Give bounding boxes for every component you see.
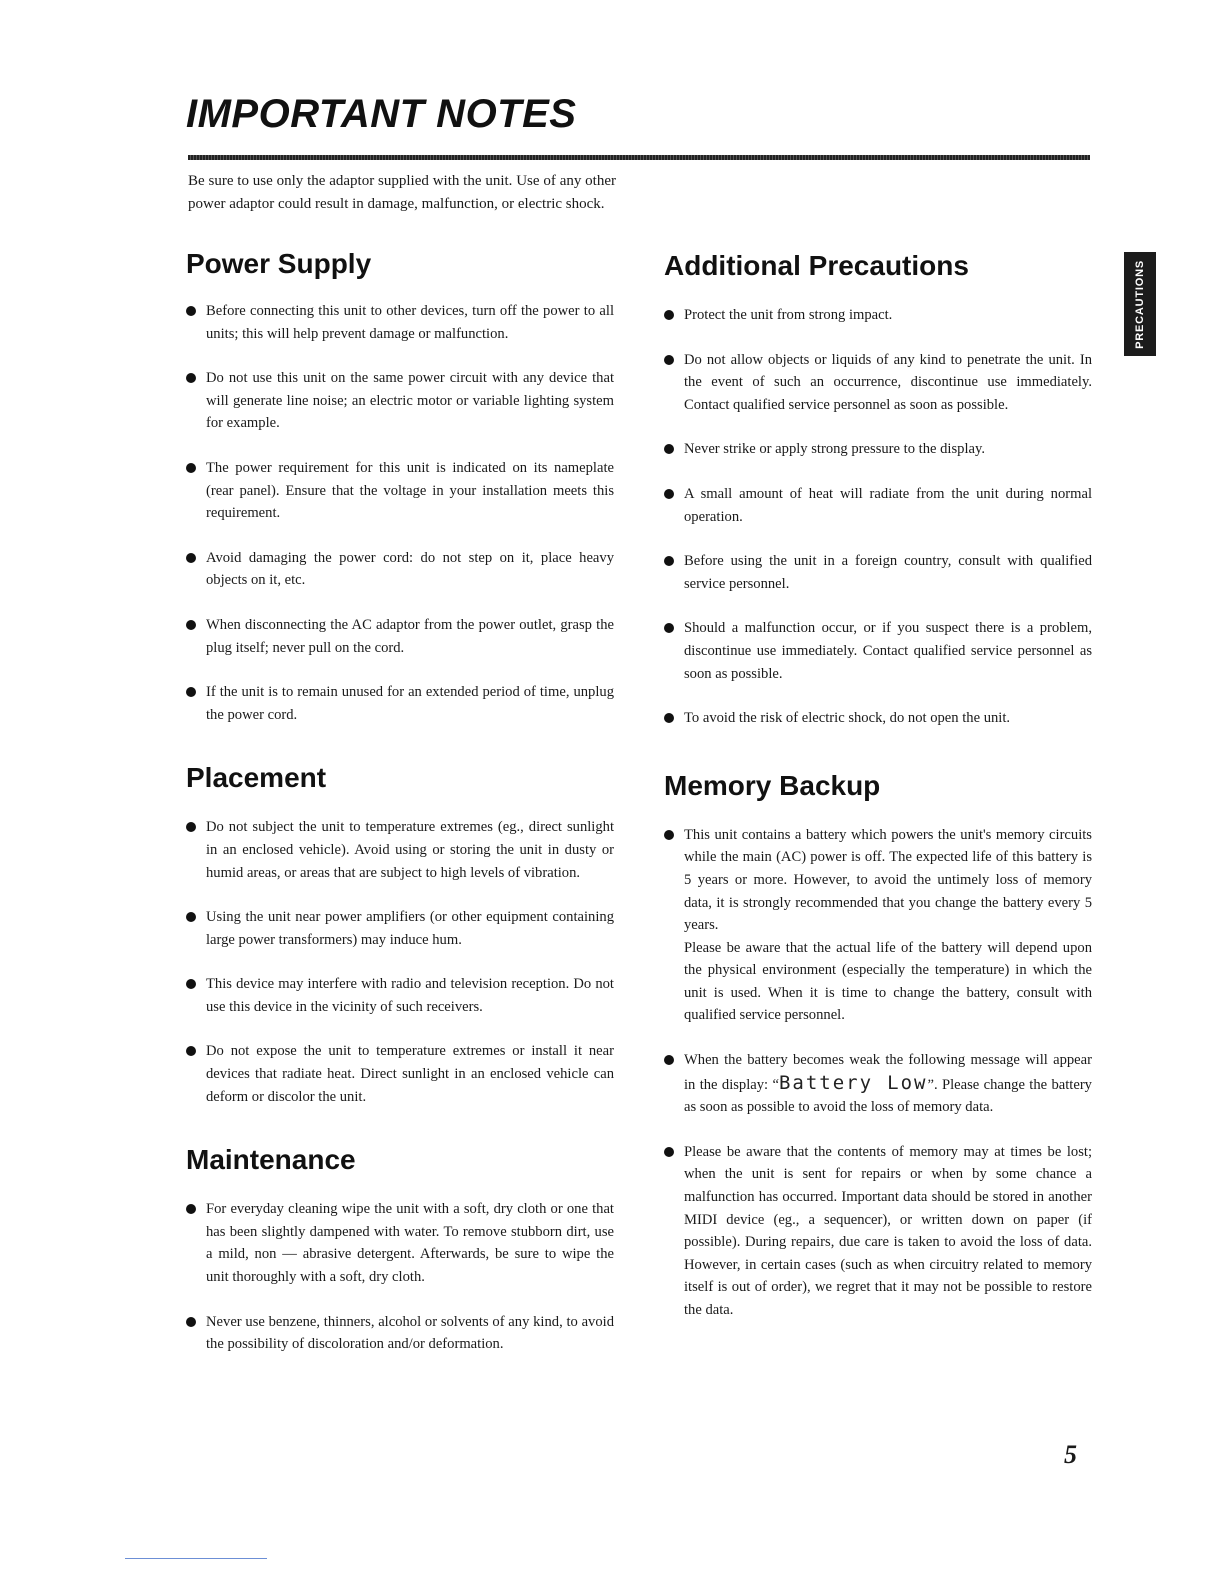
list-item: When disconnecting the AC adaptor from the power outlet, grasp the plug itself; never pull on the cord.	[186, 614, 614, 659]
bullet-icon	[186, 1317, 196, 1327]
list-item: Do not expose the unit to temperature extremes or install it near devices that radiate heat. Direct sunlight in an enclosed vehicle can deform or discolor the unit.	[186, 1040, 614, 1108]
list-item: Do not use this unit on the same power circuit with any device that will generate line noise; an electric motor or variable lighting system for example.	[186, 367, 614, 435]
bullet-icon	[186, 687, 196, 697]
bullet-icon	[664, 1147, 674, 1157]
battery-message-prefix: When the battery becomes weak the following message will appear in the display: “	[684, 1052, 1092, 1093]
list-item: Avoid damaging the power cord: do not step on it, place heavy objects on it, etc.	[186, 547, 614, 592]
list-item: Before using the unit in a foreign country, consult with qualified service personnel.	[664, 550, 1092, 595]
bullet-icon	[186, 373, 196, 383]
list-item: Should a malfunction occur, or if you suspect there is a problem, discontinue use immediately. Contact qualified service personnel as soon as possible.	[664, 617, 1092, 685]
bullet-icon	[664, 310, 674, 320]
left-column	[186, 248, 614, 1356]
list-item: Never use benzene, thinners, alcohol or solvents of any kind, to avoid the possibility of discoloration and/or deformation.	[186, 1311, 614, 1356]
bullet-icon	[664, 713, 674, 723]
list-item: Using the unit near power amplifiers (or other equipment containing large power transformers) may induce hum.	[186, 906, 614, 951]
list-item: This unit contains a battery which powers the unit's memory circuits while the main (AC) power is off. The expected life of this battery is 5 years or more. However, to avoid the untimely loss of memory data, it is strongly recommended that you change the battery every 5 years. Please be aware that the actual life of the battery will depend upon the physical environment (especially the temperature) in which the unit is used. When it is time to change the battery, consult with qualified service personnel.	[664, 824, 1092, 1027]
list-item: A small amount of heat will radiate from the unit during normal operation.	[664, 483, 1092, 528]
bullet-icon	[186, 912, 196, 922]
list-item: The power requirement for this unit is indicated on its nameplate (rear panel). Ensure that the voltage in your installation meets this requirement.	[186, 457, 614, 525]
list-item: To avoid the risk of electric shock, do not open the unit.	[664, 707, 1092, 730]
bullet-icon	[186, 553, 196, 563]
bullet-icon	[186, 979, 196, 989]
power-supply-section	[186, 248, 614, 726]
bullet-icon	[664, 1055, 674, 1065]
list-item: Do not subject the unit to temperature extremes (eg., direct sunlight in an enclosed vehicle). Avoid using or storing the unit in dusty or humid areas, or areas that are subject to high levels of vibration.	[186, 816, 614, 884]
memory-backup-heading: Memory Backup	[664, 769, 881, 801]
placement-heading: Placement	[186, 762, 327, 794]
list-item: Before connecting this unit to other devices, turn off the power to all units; this will help prevent damage or malfunction.	[186, 300, 614, 345]
additional-precautions-list	[664, 304, 1092, 730]
placement-section	[186, 762, 614, 1108]
list-item	[664, 1049, 1092, 1119]
list-item: This device may interfere with radio and television reception. Do not use this device in the vicinity of such receivers.	[186, 973, 614, 1018]
bullet-icon	[664, 489, 674, 499]
bullet-icon	[664, 556, 674, 566]
page-title: IMPORTANT NOTES	[186, 92, 577, 136]
footer-rule	[125, 1558, 267, 1559]
bullet-icon	[186, 463, 196, 473]
bullet-icon	[186, 1046, 196, 1056]
lcd-display-message: Battery Low	[778, 1071, 928, 1094]
bullet-icon	[664, 355, 674, 365]
power-supply-heading: Power Supply	[186, 248, 372, 279]
right-column	[664, 250, 1092, 1322]
list-item: Do not allow objects or liquids of any kind to penetrate the unit. In the event of such an occurrence, discontinue use immediately. Contact qualified service personnel as soon as possible.	[664, 349, 1092, 417]
bullet-icon	[664, 830, 674, 840]
maintenance-section	[186, 1144, 614, 1356]
intro-paragraph: Be sure to use only the adaptor supplied with the unit. Use of any other power adaptor could result in damage, malfunction, or electric shock.	[188, 173, 616, 212]
bullet-icon	[186, 620, 196, 630]
title-rule	[188, 155, 1090, 160]
maintenance-list	[186, 1198, 614, 1356]
list-item: Protect the unit from strong impact.	[664, 304, 1092, 327]
list-item: Never strike or apply strong pressure to the display.	[664, 438, 1092, 461]
placement-list	[186, 816, 614, 1108]
page-number: 5	[1064, 1440, 1077, 1469]
bullet-icon	[186, 822, 196, 832]
bullet-icon	[664, 444, 674, 454]
power-supply-list	[186, 300, 614, 726]
memory-backup-section	[664, 770, 1092, 1322]
battery-message-suffix: ”. Please change the battery as soon as possible to avoid the loss of memory data.	[684, 1076, 1092, 1116]
memory-backup-list	[664, 824, 1092, 1322]
bullet-icon	[186, 306, 196, 316]
additional-precautions-section	[664, 250, 1092, 730]
list-item: Please be aware that the contents of memory may at times be lost; when the unit is sent for repairs or when by some chance a malfunction has occurred. Important data should be stored in another MIDI device (eg., a sequencer), or written down on paper (if possible). During repairs, due care is taken to avoid the loss of data. However, in certain cases (such as when circuitry related to memory itself is out of order), we regret that it may not be possible to restore the data.	[664, 1141, 1092, 1322]
bullet-icon	[664, 623, 674, 633]
list-item: If the unit is to remain unused for an extended period of time, unplug the power cord.	[186, 681, 614, 726]
maintenance-heading: Maintenance	[186, 1144, 356, 1176]
side-tab-label: PRECAUTIONS	[1134, 259, 1146, 349]
battery-life-note: Please be aware that the actual life of the battery will depend upon the physical environment (especially the temperature) in which the unit is used. When it is time to change the battery, consult with qualified service personnel.	[684, 939, 1092, 1024]
section-side-tab	[1124, 252, 1156, 356]
list-item: For everyday cleaning wipe the unit with a soft, dry cloth or one that has been slightly dampened with water. To remove stubborn dirt, use a mild, non — abrasive detergent. Afterwards, be sure to wipe the unit thoroughly with a soft, dry cloth.	[186, 1198, 614, 1288]
additional-precautions-heading: Additional Precautions	[664, 250, 969, 281]
bullet-icon	[186, 1204, 196, 1214]
